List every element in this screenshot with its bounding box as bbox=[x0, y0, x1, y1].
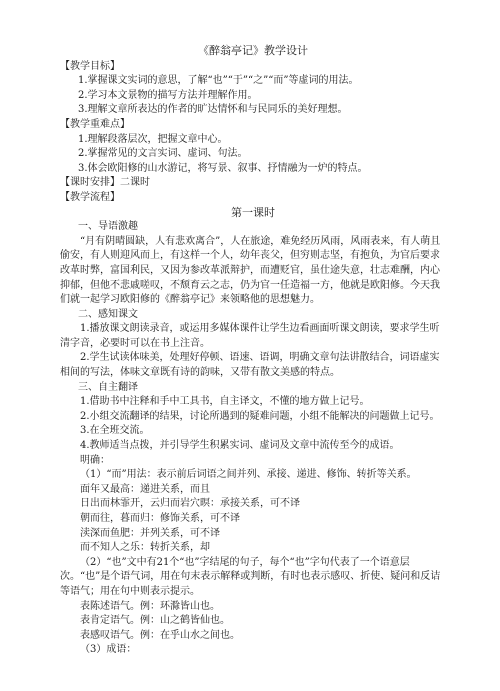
document-title: 《醉翁亭记》教学设计 bbox=[198, 44, 308, 57]
goal-item: 1.掌握课文实词的意思，了解“也”“于”“之”“而”等虚词的用法。 bbox=[78, 75, 359, 87]
key-item: 2.掌握常见的文言实词、虚词、句法。 bbox=[78, 148, 248, 160]
idiom-label: （3）成语： bbox=[80, 644, 137, 656]
part3-item: 4.教师适当点拨，并引导学生积累实词、虚词及文章中流传至今的成语。 bbox=[80, 440, 400, 452]
er-example: 渎深而鱼肥：并列关系，可不译 bbox=[80, 527, 220, 539]
ye-example: 表感叹语气。例：在乎山水之间也。 bbox=[80, 629, 240, 641]
part2-heading: 二、感知课文 bbox=[78, 308, 138, 320]
er-example: 朝而往，暮而归：修饰关系，可不译 bbox=[80, 513, 240, 524]
part2-item: 1.播放课文朗读录音，或运用多媒体课件让学生边看画面听课文朗读，要求学生听清字音，必要时可以在书上注音。 bbox=[60, 323, 440, 349]
key-item: 3.体会欧阳修的山水游记，将写景、叙事、抒情融为一炉的特点。 bbox=[78, 162, 368, 174]
goal-item: 2.学习本文景物的描写方法并理解作用。 bbox=[78, 89, 258, 101]
er-usage: （1）“而”用法：表示前后词语之间并列、承接、递进、修饰、转折等关系。 bbox=[80, 469, 417, 481]
part2-item: 2.学生试读体味美，处理好停顿、语速、语调，明确文章句法讲散结合，词语虚实相间的写法，体味文章既有诗的韵味，又带有散文美感的特点。 bbox=[60, 352, 440, 379]
part1-heading: 一、导语激趣 bbox=[78, 221, 138, 233]
ye-example: 表肯定语气。例：山之鹤皆仙也。 bbox=[80, 615, 230, 627]
part3-item: 3.在全班交流。 bbox=[80, 425, 150, 437]
key-heading: 【教学重难点】 bbox=[60, 118, 130, 130]
process-heading: 【教学流程】 bbox=[60, 191, 120, 203]
hours-heading: 【课时安排】二课时 bbox=[60, 177, 150, 189]
clarify-label: 明确： bbox=[80, 454, 110, 466]
part3-item: 2.小组交流翻译的结果，讨论所遇到的疑难问题，小组不能解决的问题做上记号。 bbox=[80, 410, 440, 422]
goal-item: 3.理解文章所表达的作者的旷达情怀和与民同乐的美好理想。 bbox=[78, 104, 348, 116]
part1-paragraph: “月有阴晴圆缺，人有悲欢离合”，人在旅途，难免经历风雨，风雨表来，有人萌且偷安，有人则迎风而上，有这样一个人，幼年丧父，但穷则志坚，有抱负，为官后要求改革时弊，富国利民，又因为参改革派辩护，而遭贬官，虽仕途失意，壮志难酬，内心抑郁，但他不悲戚嗟叹，不颓育云之志，仍为官一任造福一方，他就是欧阳修。今天我们就一起学习欧阳修的《醉翁亭记》来领略他的思想魅力。 bbox=[60, 235, 441, 306]
er-example: 而不知人之乐：转折关系，却 bbox=[80, 542, 210, 554]
part3-heading: 三、自主翻译 bbox=[78, 381, 138, 393]
lesson-title: 第一课时 bbox=[231, 205, 275, 219]
key-item: 1.理解段落层次，把握文章中心。 bbox=[78, 133, 228, 145]
er-example: 日出而林霏开，云归而岩穴暝：承接关系，可不译 bbox=[80, 498, 300, 510]
ye-usage: （2）“也”文中有21个“也”字结尾的句子，每个“也”字句代表了一个语意层次。“也”是个语气词，用在句末表示解释或判断，有时也表示感叹、折使、疑问和反诘等语气；用在句中则表示提示。 bbox=[60, 556, 441, 597]
er-example: 面年又最高：递进关系，而且 bbox=[80, 483, 210, 495]
goal-heading: 【教学目标】 bbox=[60, 60, 120, 72]
ye-example: 表陈述语气。例：环滁皆山也。 bbox=[80, 600, 220, 612]
part3-item: 1.借助书中注释和手中工具书，自主译文，不懂的地方做上记号。 bbox=[80, 396, 370, 408]
